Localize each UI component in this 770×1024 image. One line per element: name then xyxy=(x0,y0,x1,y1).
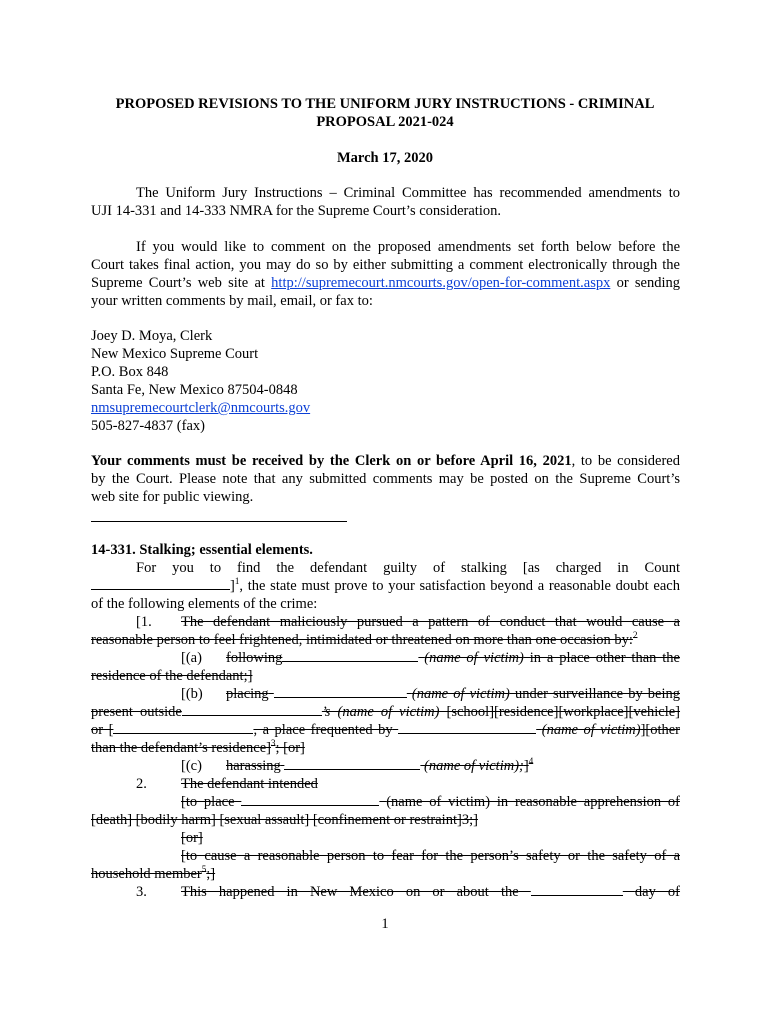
element-2-number: 2. xyxy=(136,776,147,792)
element-b-line-4-post: ; [or] xyxy=(275,740,305,756)
element-a-post: in a place other than the xyxy=(523,650,680,666)
intent-2-line-2-post: ;] xyxy=(206,866,216,882)
intro-p1-line-1: The Uniform Jury Instructions – Criminal Committee has recommended amendments to xyxy=(136,185,680,201)
element-b-text: placing xyxy=(226,686,269,702)
intro-p2-line-3 xyxy=(91,274,680,292)
intent-1-line-1 xyxy=(91,793,680,811)
element-3-text: This happened in New Mexico on or about the xyxy=(181,884,519,900)
section-line-3: of the following elements of the crime: xyxy=(91,596,318,612)
contact-box: P.O. Box 848 xyxy=(91,364,169,380)
element-b-line-2-pre: present outside xyxy=(91,704,182,720)
element-3-post: day of xyxy=(634,884,681,900)
intent-2-text: [to cause a reasonable person to fear for the person’s safety or the safety of a xyxy=(181,848,680,864)
element-b-victim: (name of victim) xyxy=(411,686,510,702)
element-1-text: The defendant maliciously pursued a pattern of conduct that would cause a xyxy=(181,614,680,630)
contact-name: Joey D. Moya, Clerk xyxy=(91,328,213,344)
element-a-blank xyxy=(282,661,418,662)
element-1-line-2-text: reasonable person to feel frightened, intimidated or threatened on more than one occasion by: xyxy=(91,632,633,648)
document-title xyxy=(60,95,710,131)
page-number: 1 xyxy=(381,916,389,932)
element-b-label: [(b) xyxy=(181,686,203,702)
element-b-blank-2 xyxy=(182,715,322,716)
element-b-line-3-pre: or [ xyxy=(91,722,114,738)
intent-or-text: [or] xyxy=(181,830,203,846)
notice-deadline: Your comments must be received by the Clerk on or before April 16, 2021 xyxy=(91,453,572,469)
element-b-blank xyxy=(274,697,407,698)
element-a-line-2: residence of the defendant;] xyxy=(91,668,253,684)
intro-p2-line-1: If you would like to comment on the proposed amendments set forth below before the xyxy=(136,239,680,255)
document-date: March 17, 2020 xyxy=(337,150,433,166)
element-1-line-1 xyxy=(91,613,680,631)
footnote-1: 1 xyxy=(234,576,240,587)
element-b-line-2-victim: ’s (name of victim) xyxy=(321,704,440,720)
element-b-line-3 xyxy=(91,721,680,739)
contact-fax: 505-827-4837 (fax) xyxy=(91,418,205,434)
element-1-number: [1. xyxy=(136,614,152,630)
element-3-blank xyxy=(531,895,623,896)
section-line-2-post: , the state must prove to your satisfaction beyond a reasonable doubt each xyxy=(239,578,680,594)
element-b-blank-3 xyxy=(113,733,253,734)
element-a-victim: (name of victim) xyxy=(424,650,524,666)
element-c-label: [(c) xyxy=(181,758,202,774)
element-a-text: following xyxy=(226,650,283,666)
footnote-3: 3 xyxy=(270,738,276,749)
contact-org: New Mexico Supreme Court xyxy=(91,346,259,362)
intro-p2-line-3-pre: Supreme Court’s web site at xyxy=(91,275,272,291)
intent-1-text: [to place xyxy=(181,794,235,810)
intent-1-post: (name of victim) in reasonable apprehension of xyxy=(386,794,680,810)
notice-paragraph xyxy=(91,452,680,506)
intro-paragraph-1 xyxy=(91,184,680,220)
notice-line-2: by the Court. Please note that any submitted comments may be posted on the Supreme Court’s xyxy=(91,471,680,487)
intro-p1-line-2: UJI 14-331 and 14-333 NMRA for the Supreme Court’s consideration. xyxy=(91,203,501,219)
intro-p2-line-3-post: or sending xyxy=(610,275,680,291)
section-line-1: For you to find the defendant guilty of stalking [as charged in Count xyxy=(136,560,680,576)
intro-p2-line-4: your written comments by mail, email, or fax to: xyxy=(91,293,373,309)
section-divider xyxy=(91,521,347,522)
intent-or-line xyxy=(91,829,680,847)
section-heading: 14-331. Stalking; essential elements. xyxy=(91,542,313,558)
element-2-line xyxy=(91,775,680,793)
element-2-text: The defendant intended xyxy=(181,776,318,792)
element-c-blank xyxy=(284,769,420,770)
intent-1-blank xyxy=(241,805,379,806)
intro-paragraph-2 xyxy=(91,238,680,310)
element-b-line-4 xyxy=(91,739,680,757)
intent-1-line-2: [death] [bodily harm] [sexual assault] [confinement or restraint]3;] xyxy=(91,812,478,828)
notice-line-1 xyxy=(91,452,680,470)
element-b-line-3-post: ][other xyxy=(640,722,681,738)
contact-email-link[interactable]: nmsupremecourtclerk@nmcourts.gov xyxy=(91,400,311,416)
element-b-post: under surveillance by being xyxy=(509,686,680,702)
element-b-line-3-mid: , a place frequented by xyxy=(253,722,393,738)
intro-p2-line-2: Court takes final action, you may do so by either submitting a comment electronically through the xyxy=(91,257,680,273)
contact-block xyxy=(91,327,680,435)
element-1-line-2 xyxy=(91,631,680,649)
intent-2-line-2-text: household member xyxy=(91,866,202,882)
title-line-2: PROPOSAL 2021-024 xyxy=(316,114,454,130)
element-b-line-4-text: than the defendant’s residence] xyxy=(91,740,271,756)
contact-city: Santa Fe, New Mexico 87504-0848 xyxy=(91,382,298,398)
intent-2-line-1 xyxy=(91,847,680,865)
footnote-4: 4 xyxy=(528,756,534,767)
element-b-line-2-post: [school][residence][workplace][vehicle] xyxy=(439,704,681,720)
comment-website-link[interactable]: http://supremecourt.nmcourts.gov/open-for-comment.aspx xyxy=(271,275,611,291)
footnote-5: 5 xyxy=(201,864,207,875)
section-line-2: ]$^1$, the state must prove to your satisfaction beyond a reasonable doubt each xyxy=(91,577,680,595)
notice-line-1-rest: , to be considered xyxy=(571,453,680,469)
element-c-line-1 xyxy=(91,757,680,775)
element-c-victim: (name of victim); xyxy=(424,758,524,774)
title-line-1: PROPOSED REVISIONS TO THE UNIFORM JURY INSTRUCTIONS - CRIMINAL xyxy=(115,96,655,112)
footnote-2: 2 xyxy=(632,630,638,641)
element-c-post: ] xyxy=(523,758,529,774)
element-b-line-2 xyxy=(91,703,680,721)
element-c-text: harassing xyxy=(226,758,281,774)
element-3-line xyxy=(91,883,680,901)
element-3-number: 3. xyxy=(136,884,147,900)
notice-line-3: web site for public viewing. xyxy=(91,489,254,505)
element-b-line-1 xyxy=(91,685,680,703)
element-b-blank-4 xyxy=(398,733,536,734)
element-b-line-3-victim: (name of victim) xyxy=(541,722,641,738)
element-a-label: [(a) xyxy=(181,650,202,666)
section-14-331 xyxy=(91,541,680,901)
element-a-line-1 xyxy=(91,649,680,667)
count-blank xyxy=(91,589,230,590)
intent-2-line-2 xyxy=(91,865,680,883)
